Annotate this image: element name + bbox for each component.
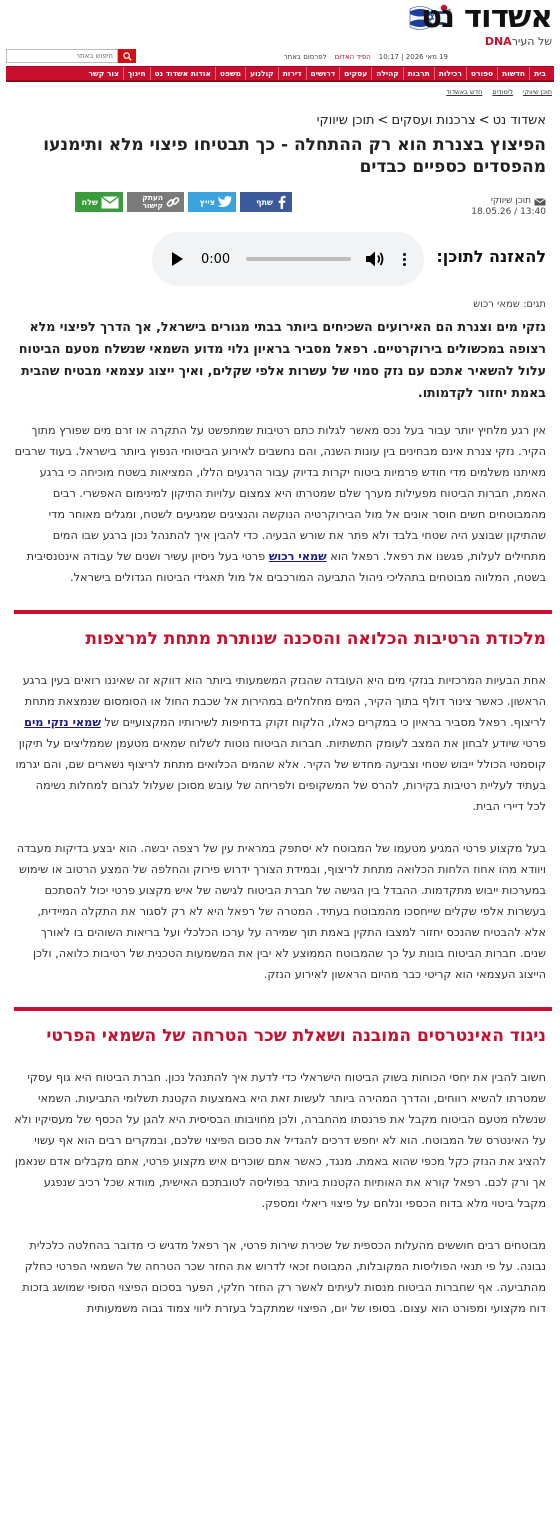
nav-item[interactable]: משפט	[215, 67, 245, 81]
mail-author-icon	[534, 198, 546, 206]
section-heading: מלכודת הרטיבות הכלואה והסכנה שנותרת מתחת למרצפות	[85, 629, 546, 649]
live-feed-link[interactable]: הפיד האדום	[334, 53, 371, 61]
volume-icon	[365, 250, 385, 268]
twitter-bird-icon	[218, 196, 232, 208]
copy-link-label-line2: קישור	[142, 201, 163, 210]
volume-button[interactable]	[365, 250, 385, 268]
logo-wordmark: אשדוד נט	[420, 0, 552, 35]
section-divider	[14, 1007, 552, 1011]
nav-item[interactable]: תרבות	[403, 67, 434, 81]
site-header	[0, 0, 560, 50]
nav-item[interactable]: דרושים	[306, 67, 340, 81]
article-title: הפיצוץ בצנרת הוא רק ההתחלה - כך תבטיחו פיצוי מלא ותימנעו מהפסדים כספיים כבדים	[43, 135, 546, 177]
subnav-item-marketing[interactable]: תוכן שיווקי	[523, 88, 552, 96]
logo-tagline	[485, 35, 552, 48]
breadcrumb-separator: >	[478, 113, 490, 128]
article-tags	[14, 298, 552, 312]
more-options-icon[interactable]	[403, 253, 406, 266]
search-button[interactable]	[118, 49, 136, 63]
tags-label: תגים:	[523, 299, 546, 310]
breadcrumb-separator: >	[377, 113, 389, 128]
paragraph-text: אחת הבעיות המרכזיות בנזקי מים היא העובדה שהנזק המשמעותי ביותר הוא דווקא זה שאיננו רואים בעין ברגע הראשון. כאשר צינור דולף בתוך הקיר, המים מחלחלים במהירות אל שכבת החול או הסומסום שנמצאת מתחת לריצוף. רפאל מסביר בראיון כי במקרים כאלו, הלקוח זקוק בדחיפות לשירותיו המקצועיים של	[22, 674, 546, 729]
facebook-icon	[276, 195, 288, 209]
nav-item[interactable]: חדשות	[497, 67, 529, 81]
main-navigation	[6, 66, 554, 82]
share-twitter-label: צייץ	[199, 197, 215, 207]
topbar-links	[284, 53, 448, 61]
breadcrumb-consumer-business[interactable]: צרכנות ועסקים	[391, 113, 476, 128]
tag-link[interactable]: שמאי רכוש	[473, 299, 520, 310]
audio-section	[14, 232, 552, 288]
subnav-item-new-in-ashdod[interactable]: חדש באשדוד	[446, 88, 483, 96]
share-mail-button[interactable]	[75, 192, 123, 212]
link-icon	[166, 195, 180, 209]
current-date: 19 מאי 2026 | 10:17	[378, 53, 448, 61]
article-meta-row	[14, 192, 552, 217]
article-paragraph	[14, 420, 552, 588]
logo-tagline-dna: DNA	[484, 35, 512, 48]
share-twitter-button[interactable]	[188, 192, 236, 212]
nav-item[interactable]: בית	[529, 67, 550, 81]
audio-time: 0:00	[201, 251, 231, 267]
water-damage-appraiser-link[interactable]: שמאי נזקי מים	[24, 716, 101, 729]
nav-item[interactable]: קולנוע	[245, 67, 278, 81]
search-input[interactable]	[6, 49, 118, 63]
share-buttons	[75, 192, 292, 212]
audio-progress-slider[interactable]	[246, 257, 351, 261]
nav-item[interactable]: חינוך	[123, 67, 150, 81]
section-divider	[14, 610, 552, 614]
breadcrumb-home[interactable]: אשדוד נט	[492, 113, 546, 128]
article	[14, 104, 552, 1319]
nav-item[interactable]: דירות	[278, 67, 306, 81]
search-icon	[123, 52, 132, 61]
property-appraiser-link[interactable]: שמאי רכוש	[268, 550, 327, 563]
audio-player	[152, 232, 424, 286]
article-lead: נזקי מים וצנרת הם האירועים השכיחים ביותר בבתי מגורים בישראל, אך הדרך לפיצוי מלא רצופה במכשולים בירוקרטיים. רפאל מסביר בראיון גלוי מדוע השמאי שנשלח מטעם הביטוח עלול להשאיר אתכם עם נזק סמוי של עשרות אלפי שקלים, ואיך ייצוג עצמאי מבטיח שהבית באמת יחזור לקדמותו.	[18, 319, 546, 400]
nav-item[interactable]: צור קשר	[88, 68, 119, 78]
logo-tagline-suffix: של העיר	[511, 35, 552, 48]
article-paragraph	[14, 670, 552, 817]
breadcrumb	[14, 112, 552, 130]
breadcrumb-marketing-content[interactable]: תוכן שיווקי	[316, 113, 375, 128]
article-meta	[471, 196, 546, 218]
paragraph-text: פרטי שיודע לבחון את המצב לעומק התשתיות. חברות הביטוח נוטות לשלוח שמאים מטעמן שממליצים על תיקון קוסמטי הכולל ייבוש שטחי וצביעה מחדש של הקיר. אלא שהמים הכלואים מתחת לריצוף נשארים שם, והם יגרמו בעתיד לעליית רטיבות בקירות, להרס של המשקופים ולפריחה של עובש מסוכן שעלול לגרום למחלות נשימה לכל דיירי הבית.	[15, 737, 546, 813]
article-datetime: 13:40 / 18.05.26	[471, 207, 546, 217]
audio-label: להאזנה לתוכן:	[436, 247, 546, 266]
article-paragraph: מבוטחים רבים חוששים מהעלות הכספית של שכירת שירות פרטי, אך רפאל מדגיש כי מדובר בהחלטה כלכלית נבונה. על פי תנאי הפוליסות המקובלות, המבוטח זכאי לדרוש את החזר שכר הטרחה של השמאי הפרטי כחלק מהתביעה. אף שחברות הביטוח מנסות לעיתים לאשר רק החזר חלקי, הפער בסכום הפיצוי הסופי שמושג בזכות דוח מקצועי ומפורט הוא עצום. בסופו של יום, הפיצוי שמתקבל בעזרת ליווי צמוד גבוה משמעותית	[22, 1239, 546, 1315]
envelope-icon	[101, 196, 119, 209]
advertise-link[interactable]: לפרסום באתר	[283, 53, 327, 61]
nav-item[interactable]: קהילה	[371, 67, 403, 81]
copy-link-label-line1: העתק	[142, 193, 163, 202]
nav-item[interactable]: רכילות	[434, 67, 466, 81]
subnav-item-studies[interactable]: לימודים	[492, 88, 514, 96]
site-search	[6, 49, 136, 63]
nav-item[interactable]: עסקים	[339, 67, 371, 81]
top-utility-bar	[6, 50, 554, 64]
site-logo[interactable]	[408, 2, 552, 48]
share-mail-label: שלח	[81, 197, 98, 207]
copy-link-button[interactable]	[127, 192, 184, 212]
paragraph-text: פרטי בעל ניסיון עשיר ושנים של עבודה אינטנסיבית בשטח, המלווה מבוטחים בתהליכי ניהול התביעה המורכבים אל מול תאגידי הביטוח הגדולים בישראל.	[26, 550, 546, 584]
copy-link-label	[142, 194, 163, 210]
share-facebook-button[interactable]	[240, 192, 292, 212]
article-paragraph: בעל מקצוע פרטי המגיע מטעמו של המבוטח לא יסתפק במראית עין של רצפה יבשה. הוא יבצע בדיקות מעבדה ויוודא מהו אחוז הלחות הכלואה מתחת לריצוף, ובמידת הצורך ידרוש פירוק והחלפה של המצע הרטוב או שימוש במערכות ייבוש מתקדמות. ההבדל בין הגישה של חברת הביטוח לגישה של איש מקצוע פרטי יכול להסתכם בעשרות אלפי שקלים שייחסכו מהמבוטח בעתיד. המטרה של רפאל היא לא רק לסגור את התקלה המיידית, אלא להבטיח שהנכס יחזור למצבו התקין באמת תוך שמירה על ערכו הכלכלי ועל בריאות השוהים בו לאורך שנים. חברות הביטוח בונות על כך שהמבוטח הממוצע לא יבין את המשמעות הטכנית של רטיבות כלואה, ולכן הייצוג העצמאי הוא קריטי כבר מהיום הראשון לאירוע הנזק.	[16, 842, 546, 981]
nav-item[interactable]: אודות אשדוד נט	[150, 67, 215, 81]
sub-navigation	[6, 86, 554, 98]
nav-item[interactable]: ספורט	[466, 67, 497, 81]
paragraph-text: אין רגע מלחיץ יותר עבור בעל נכס מאשר לגלות כתם רטיבות שמתפשט על התקרה או זרם מים שפורץ מתוך הקיר. נזקי צנרת אינם מבחינים בין עונות השנה, והם נחשבים לאירוע הביטוחי הנפוץ ביותר בישראל. בעוד שרבים מאיתנו משלמים מדי חודש פרמיות ביטוח יקרות בדיוק עבור הרגעים הללו, המציאות בשטח מוכיחה כי ברגע האמת, חברות הביטוח מפעילות מערך שלם שמטרתו היא צמצום עלויות התיקון למינימום האפשרי. רבים מהמבוטחים חשים חוסר אונים אל מול הבירוקרטיה הנוקשה והנציגים שמגיעים לשטח, ומגלים מאוחר מדי שהתיקון שבוצע היה שטחי בלבד ולא פתר את שורש הבעיה. כדי להבין איך להתנהל נכון ברגע שבו המים מתחילים לעלות, פגשנו את רפאל. רפאל הוא	[14, 424, 546, 563]
article-paragraph: חשוב להבין את יחסי הכוחות בשוק הביטוח הישראלי כדי לדעת איך להתנהל נכון. חברת הביטוח היא גוף עסקי שמטרתו להשיא רווחים, והדרך המהירה ביותר לעשות זאת היא באמצעות הקטנת תשלומי התביעות. השמאי שנשלח מטעם הביטוח מקבל את פרנסתו מהחברה, ולכן מחויבותו הבסיסית היא להגן על הכסף של מעסיקיו ולא על האינטרס של המבוטח. הוא לא יחפש דרכים להגדיל את סכום הפיצוי שלכם, ובמקרים רבים הוא אף עשוי להציג את הנזק כקל מכפי שהוא באמת. מנגד, כאשר אתם שוכרים איש מקצוע פרטי, אתם מקבלים אדם שנאמן אך ורק לכם. רפאל קורא את האותיות הקטנות ביותר בפוליסה לטובתכם האישית, מוודא שכל רכיב שנפגע מקבל ביטוי מלא בדוח הכספי ונלחם על פיצוי ריאלי ומספק.	[14, 1071, 546, 1210]
article-author: תוכן שיווקי	[490, 196, 531, 206]
section-heading: ניגוד האינטרסים המובנה ושאלת שכר הטרחה של השמאי הפרטי	[46, 1026, 546, 1046]
share-facebook-label: שתף	[256, 197, 273, 207]
play-icon[interactable]	[172, 252, 183, 266]
